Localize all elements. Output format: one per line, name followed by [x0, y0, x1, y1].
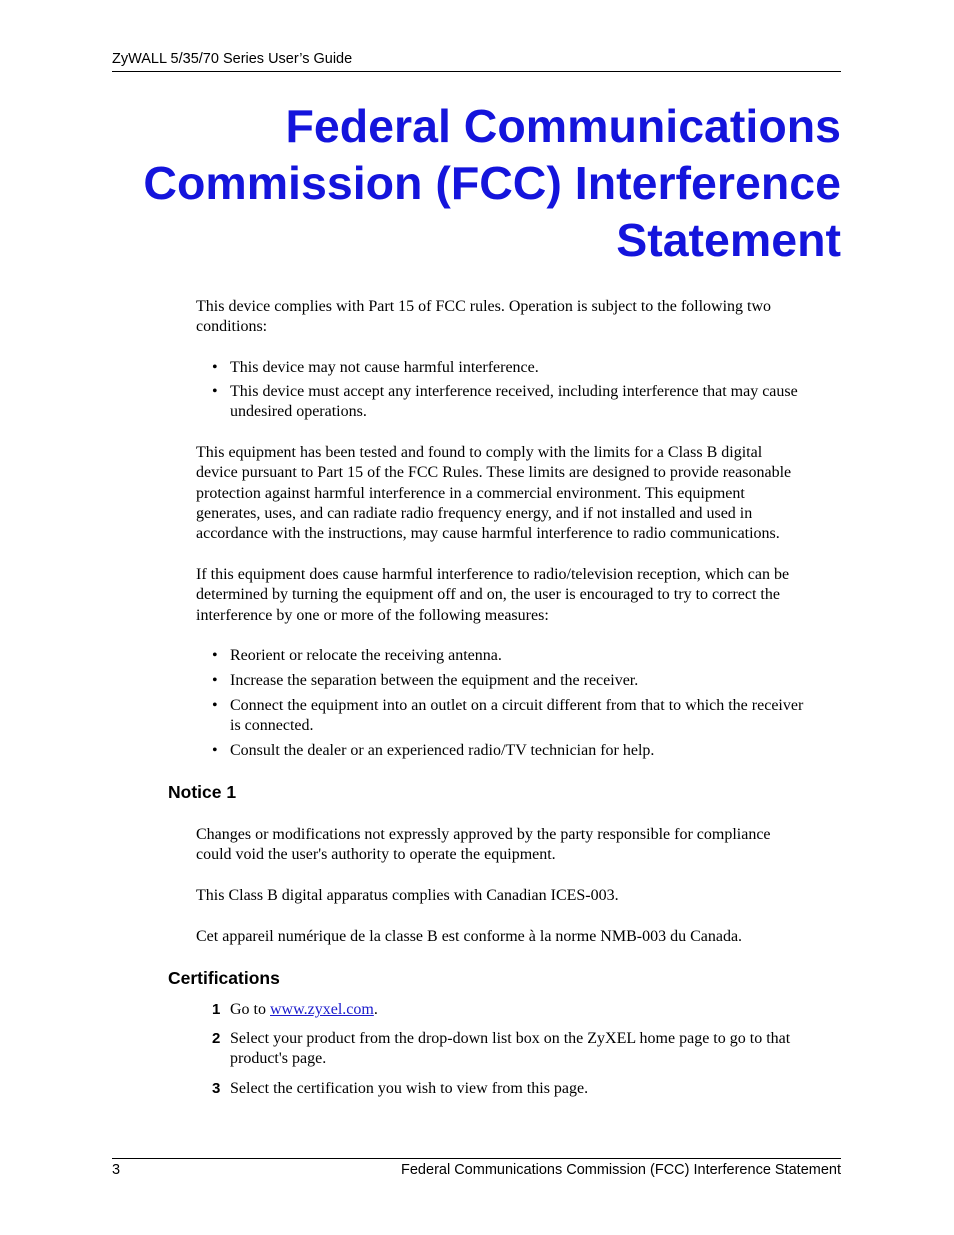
list-item [212, 646, 841, 666]
step-item [212, 1000, 841, 1020]
intro-paragraph [196, 297, 841, 338]
certifications-heading: Certifications [168, 968, 280, 988]
step-number: 1 [212, 1001, 221, 1018]
notice-heading: Notice 1 [168, 782, 237, 802]
bullet-icon: • [212, 383, 218, 400]
zyxel-website-link[interactable]: www.zyxel.com [270, 1001, 374, 1018]
header-rule [112, 71, 841, 72]
list-item [212, 741, 841, 761]
step-item [212, 1029, 841, 1070]
compliance-paragraph: This equipment has been tested and found to comply with the limits for a Class B digital device pursuant to Part 15 of the FCC Rules. These limits are designed to provide reasonable protection against harmful interference in a commercial environment. This equipment generates, uses, and can radiate radio frequency energy, and if not installed and used in accordance with the instructions, may cause harmful interference to radio communications. [196, 444, 792, 543]
notice-paragraph: Changes or modifications not expressly approved by the party responsible for compliance could void the user's authority to operate the equipment. [196, 826, 771, 864]
step-item [212, 1079, 841, 1099]
list-item [212, 358, 841, 378]
bullet-icon: • [212, 742, 218, 759]
bullet-icon: • [212, 672, 218, 689]
step-number: 3 [212, 1080, 221, 1097]
list-item [212, 382, 841, 423]
page-number: 3 [112, 1162, 121, 1178]
list-item-text: Reorient or relocate the receiving antenna. [230, 647, 502, 664]
list-item-text: Increase the separation between the equipment and the receiver. [230, 672, 639, 689]
bullet-icon: • [212, 647, 218, 664]
bullet-icon: • [212, 697, 218, 714]
title-line: Commission (FCC) Interference [143, 157, 841, 209]
step-number: 2 [212, 1030, 221, 1047]
running-header: ZyWALL 5/35/70 Series User’s Guide [112, 51, 353, 67]
text-line: conditions: [196, 318, 268, 336]
interference-paragraph: If this equipment does cause harmful interference to radio/television reception, which can be determined by turning the equipment off and on, the user is encouraged to try to correct the interference by one or more of the following measures: [196, 566, 790, 624]
step-text: Select your product from the drop-down list box on the ZyXEL home page to go to that product's page. [230, 1030, 791, 1068]
title-line: Statement [616, 214, 841, 266]
step-text: Select the certification you wish to view from this page. [230, 1080, 589, 1097]
running-footer: Federal Communications Commission (FCC) Interference Statement [401, 1162, 841, 1178]
ices-paragraph: This Class B digital apparatus complies with Canadian ICES-003. [196, 887, 619, 904]
step-text: Go to www.zyxel.com. [230, 1001, 378, 1018]
list-item-text: This device may not cause harmful interference. [230, 359, 539, 376]
list-item [212, 696, 841, 737]
nmb-paragraph: Cet appareil numérique de la classe B est conforme à la norme NMB-003 du Canada. [196, 928, 743, 945]
footer-rule [112, 1158, 841, 1159]
page-title [112, 98, 841, 269]
list-item-text: This device must accept any interference received, including interference that may cause undesired operations. [230, 383, 798, 421]
list-item-text: Connect the equipment into an outlet on a circuit different from that to which the receiver is connected. [230, 697, 804, 735]
list-item-text: Consult the dealer or an experienced radio/TV technician for help. [230, 742, 655, 759]
text-line: This device complies with Part 15 of FCC rules. Operation is subject to the following two [196, 298, 772, 315]
list-item [212, 671, 841, 691]
title-line: Federal Communications [285, 100, 841, 152]
bullet-icon: • [212, 359, 218, 376]
